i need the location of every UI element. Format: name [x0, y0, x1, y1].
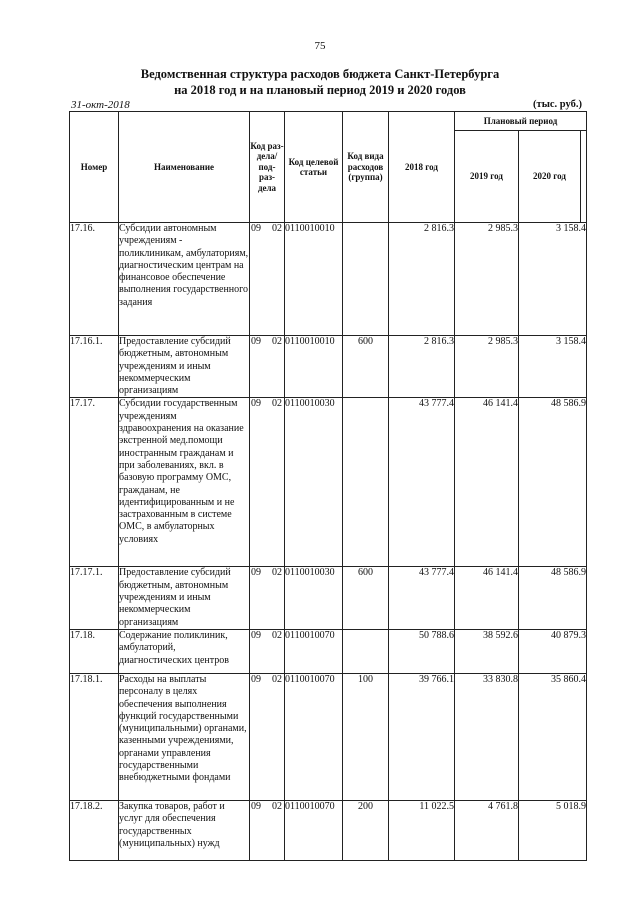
row-section-code [250, 223, 285, 336]
row-expense-type [343, 223, 389, 336]
row-target-code: 0110010030 [285, 567, 343, 629]
row-amount-2020: 3 158.4 [519, 336, 587, 398]
table-body [70, 223, 587, 861]
row-section-code [250, 398, 285, 567]
header-gap [581, 131, 587, 223]
row-razdel: 09 [251, 567, 261, 579]
row-name: Субсидии государственным учреждениям здравоохранения на оказание экстренной мед.помощи иностранным гражданам и при заболеваниях, вкл. в базовую программу ОМС, гражданам, не идентифицированным и не застрахованным в системе ОМС, в амбулаторных условиях [119, 398, 250, 567]
header-target-code: Код целевой статьи [285, 112, 343, 223]
row-target-code: 0110010030 [285, 398, 343, 567]
header-2019: 2019 год [455, 131, 519, 223]
document-title [60, 66, 580, 98]
header-name: Наименование [119, 112, 250, 223]
row-podrazdel: 02 [272, 336, 282, 347]
row-expense-type: 600 [343, 336, 389, 398]
row-amount-2018: 50 788.6 [389, 629, 455, 673]
row-razdel: 09 [251, 336, 261, 347]
table-header [70, 112, 587, 223]
row-expense-type: 600 [343, 567, 389, 629]
row-number: 17.18.2. [70, 800, 119, 860]
table-row [70, 567, 587, 629]
row-section-code [250, 800, 285, 860]
row-amount-2020: 48 586.9 [519, 567, 587, 629]
row-razdel: 09 [251, 398, 261, 410]
row-name: Субсидии автономным учреждениям - поликлиникам, амбулаториям, диагностическим центрам на финансовое обеспечение выполнения государственного задания [119, 223, 250, 336]
row-amount-2019: 2 985.3 [455, 223, 519, 336]
row-name: Расходы на выплаты персоналу в целях обеспечения выполнения функций государственными (муниципальными) органами, казенными учреждениями, органами управления государственными внебюджетными фондами [119, 673, 250, 800]
row-amount-2020: 40 879.3 [519, 629, 587, 673]
header-planned-period: Плановый период [455, 112, 587, 131]
row-amount-2019: 46 141.4 [455, 398, 519, 567]
row-number: 17.18. [70, 629, 119, 673]
row-number: 17.16. [70, 223, 119, 336]
row-name: Закупка товаров, работ и услуг для обеспечения государственных (муниципальных) нужд [119, 800, 250, 860]
row-podrazdel: 02 [272, 567, 282, 579]
row-amount-2018: 2 816.3 [389, 336, 455, 398]
table-row [70, 223, 587, 336]
row-amount-2019: 46 141.4 [455, 567, 519, 629]
row-amount-2018: 39 766.1 [389, 673, 455, 800]
row-amount-2018: 43 777.4 [389, 567, 455, 629]
row-expense-type: 200 [343, 800, 389, 860]
row-section-code [250, 673, 285, 800]
title-line-1: Ведомственная структура расходов бюджета Санкт-Петербурга [140, 67, 500, 81]
row-number: 17.17.1. [70, 567, 119, 629]
row-number: 17.18.1. [70, 673, 119, 800]
row-podrazdel: 02 [272, 398, 282, 410]
row-podrazdel: 02 [272, 800, 282, 812]
row-amount-2020: 35 860.4 [519, 673, 587, 800]
budget-table [69, 111, 587, 861]
row-amount-2020: 5 018.9 [519, 800, 587, 860]
row-amount-2018: 11 022.5 [389, 800, 455, 860]
row-podrazdel: 02 [272, 673, 282, 685]
row-section-code [250, 629, 285, 673]
row-podrazdel: 02 [272, 629, 282, 641]
title-line-2: на 2018 год и на плановый период 2019 и 2020 годов [174, 83, 466, 97]
row-razdel: 09 [251, 673, 261, 685]
report-date: 31-окт-2018 [71, 99, 130, 111]
page-number: 75 [314, 40, 326, 52]
table-row [70, 629, 587, 673]
row-name: Содержание поликлиник, амбулаторий, диагностических центров [119, 629, 250, 673]
row-razdel: 09 [251, 800, 261, 812]
header-section-code: Код раз- дела/ под- раз- дела [250, 112, 285, 223]
row-expense-type [343, 398, 389, 567]
table-row [70, 398, 587, 567]
row-amount-2019: 4 761.8 [455, 800, 519, 860]
row-podrazdel: 02 [272, 223, 282, 234]
units-label: (тыс. руб.) [533, 99, 582, 110]
row-target-code: 0110010010 [285, 223, 343, 336]
row-number: 17.16.1. [70, 336, 119, 398]
row-target-code: 0110010070 [285, 629, 343, 673]
header-number: Номер [70, 112, 119, 223]
row-amount-2018: 2 816.3 [389, 223, 455, 336]
row-section-code [250, 336, 285, 398]
row-razdel: 09 [251, 629, 261, 641]
row-amount-2019: 38 592.6 [455, 629, 519, 673]
row-name: Предоставление субсидий бюджетным, автономным учреждениям и иным некоммерческим организациям [119, 567, 250, 629]
row-amount-2019: 33 830.8 [455, 673, 519, 800]
row-amount-2020: 3 158.4 [519, 223, 587, 336]
table-row [70, 336, 587, 398]
row-expense-type: 100 [343, 673, 389, 800]
header-2018: 2018 год [389, 112, 455, 223]
row-name: Предоставление субсидий бюджетным, автономным учреждениям и иным некоммерческим организациям [119, 336, 250, 398]
row-section-code [250, 567, 285, 629]
table-row [70, 673, 587, 800]
header-expense-type: Код вида расходов (группа) [343, 112, 389, 223]
table-row [70, 800, 587, 860]
row-target-code: 0110010070 [285, 800, 343, 860]
row-amount-2018: 43 777.4 [389, 398, 455, 567]
row-amount-2019: 2 985.3 [455, 336, 519, 398]
row-expense-type [343, 629, 389, 673]
header-2020: 2020 год [519, 131, 581, 223]
row-razdel: 09 [251, 223, 261, 234]
row-target-code: 0110010070 [285, 673, 343, 800]
row-number: 17.17. [70, 398, 119, 567]
row-target-code: 0110010010 [285, 336, 343, 398]
row-amount-2020: 48 586.9 [519, 398, 587, 567]
